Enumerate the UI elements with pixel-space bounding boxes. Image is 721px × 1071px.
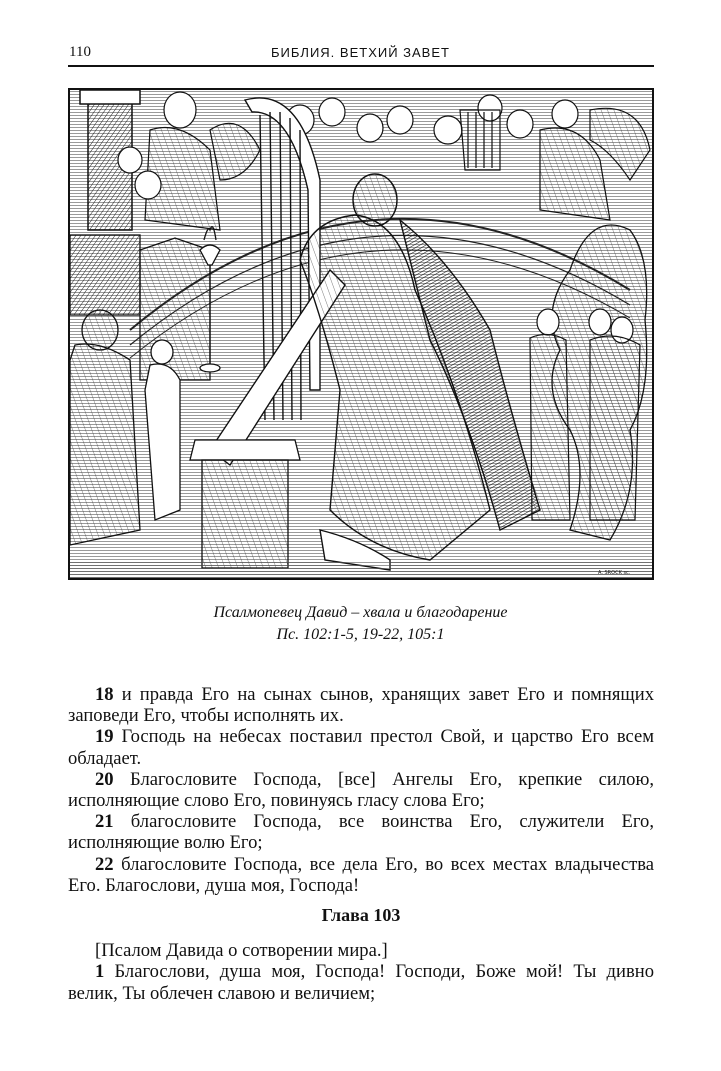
verse-number: 18 [95,684,114,705]
verse-text: благословите Господа, все воинства Его, служители Его, исполняющие волю Его; [68,811,654,854]
caption-reference: Пс. 102:1-5, 19-22, 105:1 [276,626,445,643]
header-rule [68,65,654,67]
harp-pedestal [190,440,300,568]
verse-number: 19 [95,726,114,748]
verse-text: благословите Господа, все дела Его, во всех местах владычества Его. Благослови, душа моя, Господа! [68,853,654,896]
verse-text: Господь на небесах поставил престол Свой, и царство Его всем обладает. [68,726,654,769]
verse-number: 22 [95,853,114,875]
verse-text: Благословите Господа, [все] Ангелы Его, крепкие силою, исполняющие слово Его, повинуясь гласу слова Его; [68,768,654,812]
verse-20 [68,769,654,811]
ground [70,560,652,578]
verse-number: 1 [95,961,105,983]
verse-text: Благослови, душа моя, Господа! Господи, Боже мой! Ты дивно велик, Ты облечен славою и величием; [68,961,654,1004]
verse-18 [68,684,654,726]
verse-number: 21 [95,811,114,833]
chapter-verse-1 [68,961,654,1003]
verse-22 [68,854,654,896]
running-title: БИБЛИЯ. ВЕТХИЙ ЗАВЕТ [271,45,450,60]
engraving-illustration [68,88,654,580]
engraving-drawing [70,90,652,578]
verse-19 [68,726,654,768]
verse-number: 20 [95,768,114,790]
psalm-superscription: [Псалом Давида о сотворении мира.] [95,940,388,962]
caption-title: Псалмопевец Давид – хвала и благодарение [213,604,508,621]
chapter-title: Глава 103 [321,905,401,926]
page-number: 110 [69,44,91,60]
verse-text: и правда Его на сынах сынов, хранящих завет Его и помнящих заповеди Его, чтобы исполнять их. [68,684,654,727]
illustration-caption [0,602,721,646]
verse-21 [68,811,654,853]
scripture-text [68,684,654,1004]
engraver-signature: A. SROCK sc. [598,570,631,576]
